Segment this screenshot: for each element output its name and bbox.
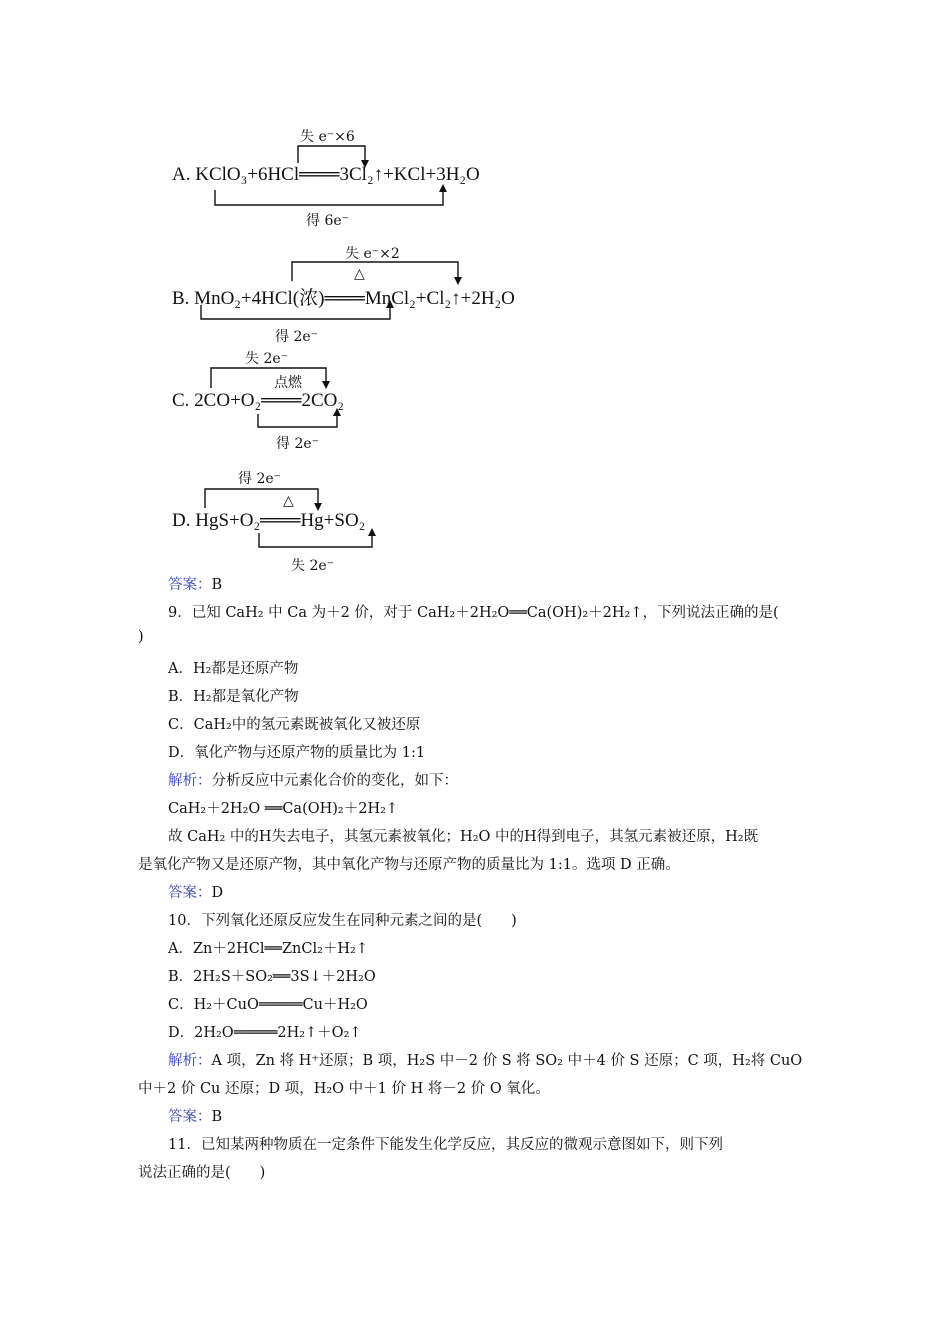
answer-9 (168, 881, 223, 902)
reaction-b-condition: △ (354, 266, 365, 282)
question-11-stem-line2: 说法正确的是( ) (138, 1165, 266, 1181)
answer-8 (168, 573, 222, 594)
answer-value: B (211, 1109, 223, 1125)
reaction-d-equation: D. HgS+O₂═══Hg+SO₂ (172, 510, 366, 531)
question-9-stem-line1: 9．已知 CaH₂ 中 Ca 为＋2 价，对于 CaH₂＋2H₂O══Ca(OH)₂＋2H₂↑，下列说法正确的是( (168, 605, 779, 621)
reaction-c-top-label: 失 2e⁻ (245, 351, 289, 367)
question-9-option-c: C．CaH₂中的氢元素既被氧化又被还原 (168, 717, 421, 733)
reaction-a-equation: A. KClO₃+6HCl═══3Cl₂↑+KCl+3H₂O (172, 164, 480, 185)
reaction-a-gain-bracket (215, 190, 443, 205)
question-9-option-b: B．H₂都是氧化产物 (168, 689, 299, 705)
reaction-c-condition: 点燃 (274, 375, 302, 391)
reaction-c-equation: C. 2CO+O₂═══2CO₂ (172, 390, 345, 411)
reaction-b-top-label: 失 e⁻×2 (345, 246, 400, 262)
question-10-option-c: C．H₂＋CuO═════Cu＋H₂O (168, 997, 368, 1013)
reaction-d-top-label: 得 2e⁻ (238, 471, 282, 487)
reaction-b-equation: B. MnO₂+4HCl(浓)═══MnCl₂+Cl₂↑+2H₂O (172, 288, 515, 309)
question-10-analysis-line1 (168, 1049, 802, 1070)
answer-value: D (211, 885, 224, 901)
reaction-d-bottom-label: 失 2e⁻ (291, 558, 335, 574)
reaction-d-condition: △ (283, 493, 294, 509)
reaction-d-gain-bracket (205, 489, 318, 508)
question-10-option-a: A．Zn＋2HCl══ZnCl₂＋H₂↑ (168, 941, 369, 957)
reaction-b-loss-bracket (292, 262, 458, 281)
analysis-label: 解析： (168, 1053, 212, 1069)
question-10-option-b: B．2H₂S＋SO₂══3S↓＋2H₂O (168, 969, 376, 985)
reaction-c-loss-bracket (211, 368, 326, 388)
answer-value: B (211, 577, 223, 593)
question-10-option-d: D．2H₂O═════2H₂↑＋O₂↑ (168, 1025, 362, 1041)
answer-10 (168, 1105, 222, 1126)
reaction-c-gain-bracket (258, 414, 337, 427)
answer-label: 答案： (168, 577, 212, 593)
question-9-analysis (168, 769, 458, 790)
analysis-text: A 项，Zn 将 H⁺还原；B 项，H₂S 中－2 价 S 将 SO₂ 中＋4 价 S 还原；C 项，H₂将 CuO (211, 1053, 803, 1069)
analysis-label: 解析： (168, 773, 212, 789)
question-9-stem-line2: ) (138, 629, 144, 645)
reaction-d-loss-bracket (259, 533, 372, 547)
analysis-text: 分析反应中元素化合价的变化，如下： (211, 773, 458, 789)
reaction-b-bottom-label: 得 2e⁻ (275, 329, 319, 345)
reaction-c-bottom-label: 得 2e⁻ (276, 436, 320, 452)
question-9-option-a: A．H₂都是还原产物 (168, 661, 299, 677)
answer-label: 答案： (168, 1109, 212, 1125)
question-9-analysis-line1: 故 CaH₂ 中的H失去电子，其氢元素被氧化；H₂O 中的H得到电子，其氢元素被还原，H₂既 (168, 829, 759, 845)
reaction-a-top-label: 失 e⁻×6 (300, 129, 355, 145)
answer-label: 答案： (168, 885, 212, 901)
question-10-stem: 10．下列氧化还原反应发生在同种元素之间的是( ) (168, 913, 517, 929)
question-9-option-d: D．氧化产物与还原产物的质量比为 1:1 (168, 745, 426, 761)
question-9-analysis-line2: 是氧化产物又是还原产物，其中氧化产物与还原产物的质量比为 1:1。选项 D 正确。 (138, 857, 680, 873)
reaction-a-loss-bracket (298, 146, 365, 163)
question-9-analysis-equation: CaH₂＋2H₂O ══Ca(OH)₂＋2H₂↑ (168, 801, 399, 817)
question-10-analysis-line2: 中＋2 价 Cu 还原；D 项，H₂O 中＋1 价 H 将－2 价 O 氧化。 (138, 1081, 550, 1097)
reaction-a-bottom-label: 得 6e⁻ (306, 213, 350, 229)
question-11-stem-line1: 11．已知某两种物质在一定条件下能发生化学反应，其反应的微观示意图如下，则下列 (168, 1137, 723, 1153)
